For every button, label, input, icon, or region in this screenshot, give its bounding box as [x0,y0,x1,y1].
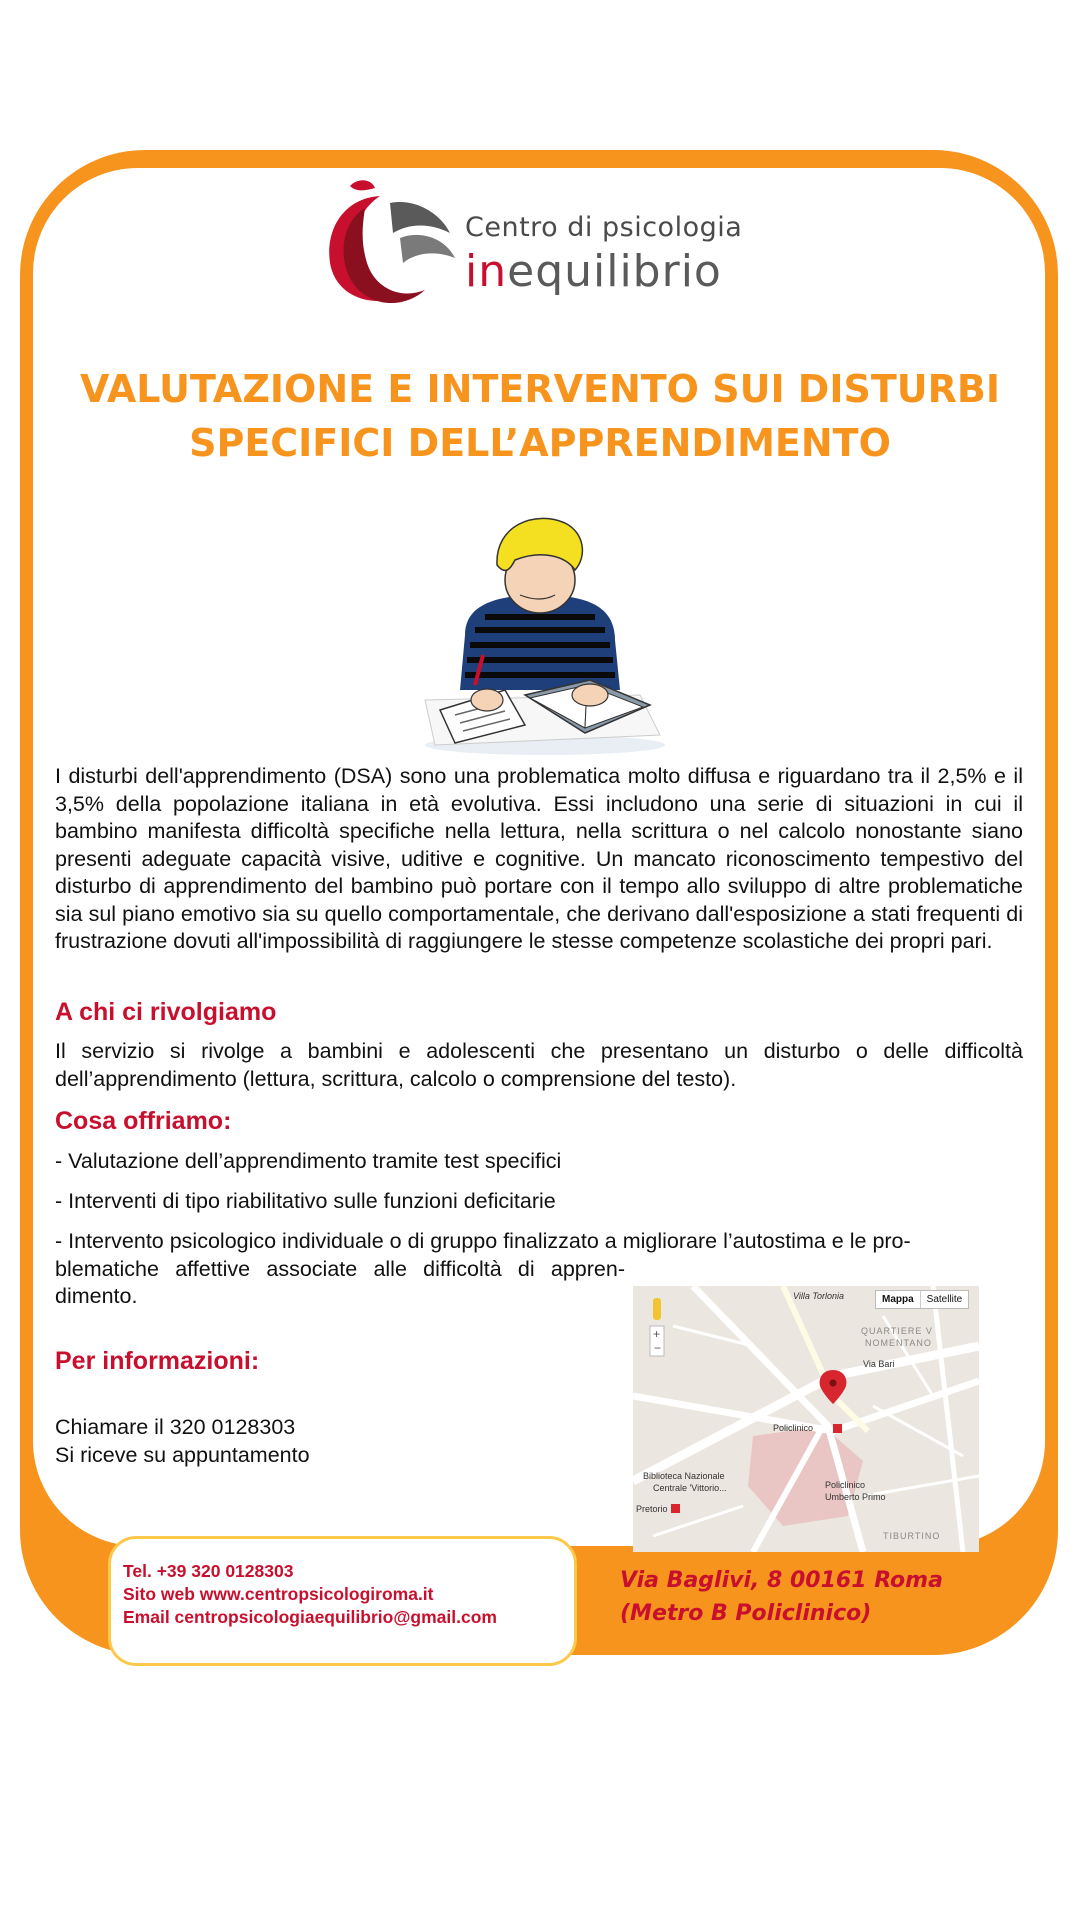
info-lines [55,1414,310,1469]
logo-line2-rest: equilibrio [507,246,722,297]
logo-line2 [465,246,722,297]
map-label-via-bari: Via Bari [863,1359,895,1369]
map-label-biblioteca2: Centrale 'Vittorio... [653,1483,727,1493]
offer-item-3-line2: blematiche affettive associate alle difficoltà di appren- [55,1256,625,1281]
map-label-umberto1: Policlinico [825,1480,866,1490]
map-label-biblioteca1: Biblioteca Nazionale [643,1471,725,1481]
title-line2: SPECIFICI DELL’APPRENDIMENTO [189,421,891,465]
offer-item-1: - Valutazione dell’apprendimento tramite test specifici [55,1149,562,1173]
offer-item-3-line1: - Intervento psicologico individuale o di gruppo finalizzato a migliorare l’autostima e le pro- [55,1229,911,1253]
title-line1: VALUTAZIONE E INTERVENTO SUI DISTURBI [80,367,1000,411]
child-studying-illustration [415,495,665,760]
satellite-button[interactable]: Satellite [926,1294,963,1305]
info-heading: Per informazioni: [55,1347,260,1375]
location-map[interactable] [633,1286,979,1552]
logo [305,168,800,338]
info-call: Chiamare il 320 0128303 [55,1415,296,1439]
address-line1: Via Baglivi, 8 00161 Roma [620,1568,943,1593]
info-appointment: Si riceve su appuntamento [55,1442,310,1467]
svg-text:+: + [653,1327,661,1341]
map-label-nomentano: NOMENTANO [865,1338,932,1348]
audience-paragraph: Il servizio si rivolge a bambini e adolescenti che presentano un disturbo o delle difficoltà dell’apprendimento (lettura, scrittura, calcolo o comprensione del testo). [55,1039,1023,1091]
map-label-villa: Villa Torlonia [793,1291,845,1301]
svg-text:−: − [654,1341,662,1355]
map-label-tiburtino: TIBURTINO [883,1531,941,1541]
map-label-policlinico: Policlinico [773,1423,814,1433]
intro-paragraph: I disturbi dell'apprendimento (DSA) sono una problematica molto diffusa e riguardano tra il 2,5% e il 3,5% della popolazione italiana in età evolutiva. Essi includono una serie di situazioni in cui il bambino manifesta difficoltà specifiche nella lettura, nella scrittura o nel calcolo nonostante siano presenti adeguate capacità visive, uditive e cognitive. Un mancato riconoscimento tempestivo del disturbo di apprendimento del bambino può portare con il tempo allo sviluppo di altre problematiche sia sul piano emotivo sia su quello comportamentale, che derivano dall'esposizione a stati frequenti di frustrazione dovuti all'impossibilità di raggiungere le stesse competenze scolastiche dei propri pari. [55,764,1023,953]
map-label-quartiere: QUARTIERE V [861,1326,933,1336]
contact-box [108,1536,577,1666]
map-label-umberto2: Umberto Primo [825,1492,886,1502]
map-button[interactable]: Mappa [876,1291,921,1308]
contact-email[interactable]: Email centropsicologiaequilibrio@gmail.com [123,1607,497,1627]
offer-item-2: - Interventi di tipo riabilitativo sulle funzioni deficitarie [55,1189,556,1213]
offer-item-3-line3: dimento. [55,1284,138,1308]
offer-heading: Cosa offriamo: [55,1107,232,1135]
map-type-toggle[interactable] [875,1290,969,1309]
map-label-pretorio: Pretorio [636,1504,668,1514]
audience-heading: A chi ci rivolgiamo [55,998,277,1026]
contact-website[interactable]: Sito web www.centropsicologiroma.it [123,1584,434,1604]
logo-mark-icon [305,168,485,338]
contact-tel[interactable]: Tel. +39 320 0128303 [123,1561,294,1581]
logo-line1: Centro di psicologia [465,212,743,243]
logo-line2-red: in [465,246,508,297]
address-line2: (Metro B Policlinico) [620,1601,872,1626]
